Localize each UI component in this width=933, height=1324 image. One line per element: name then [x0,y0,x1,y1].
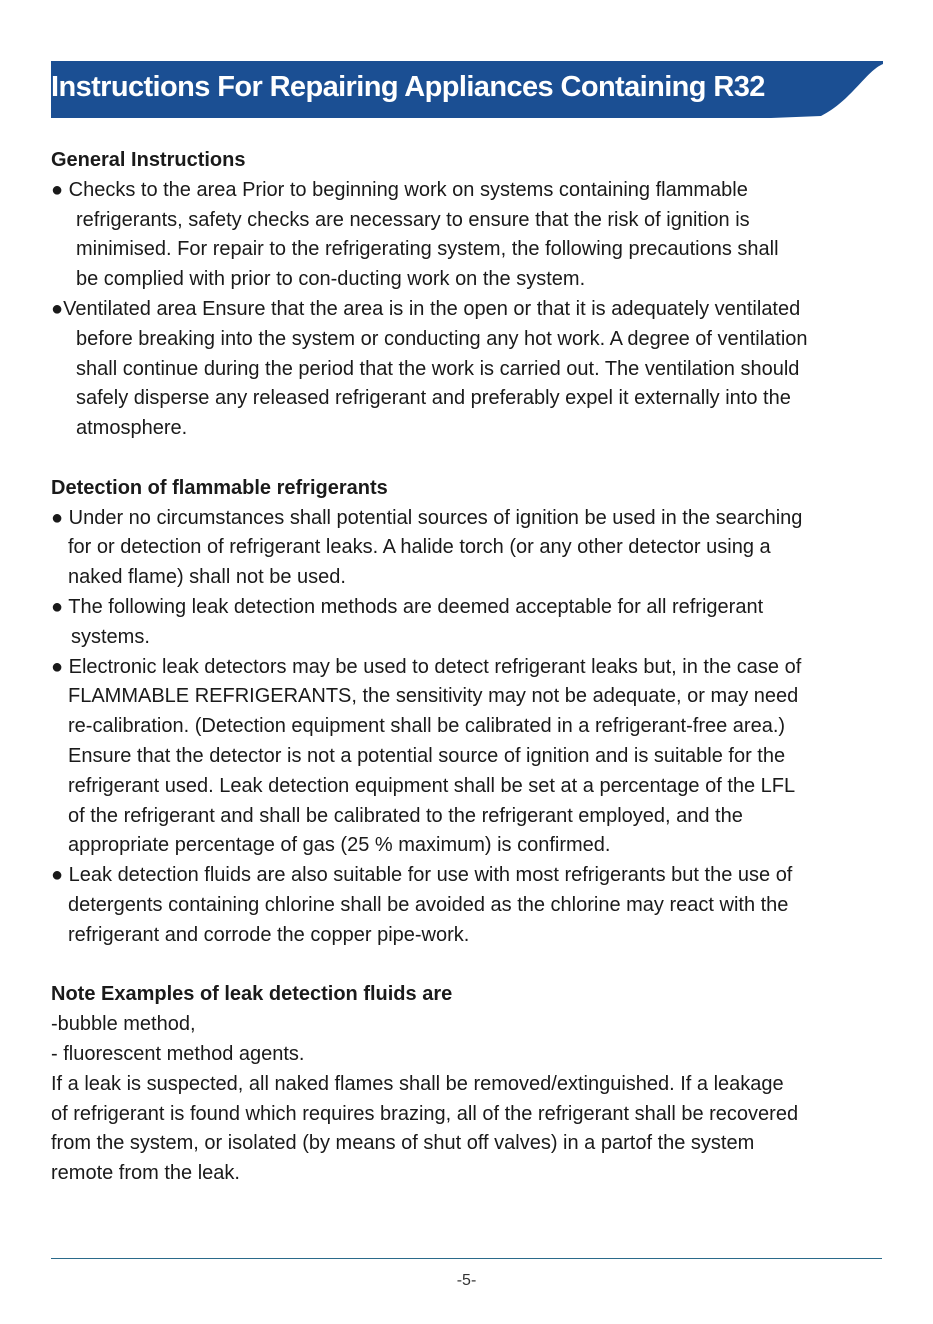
text-line: from the system, or isolated (by means of shut off valves) in a partof the system [51,1132,755,1155]
footer-divider [51,1258,882,1259]
text-line: naked flame) shall not be used. [68,566,346,589]
text-line: ● Leak detection fluids are also suitable for use with most refrigerants but the use of [51,864,793,887]
page-number: -5- [456,1272,477,1289]
text-line: for or detection of refrigerant leaks. A halide torch (or any other detector using a [68,536,771,559]
bullet-item [51,295,901,444]
text-line: before breaking into the system or conducting any hot work. A degree of ventilation [76,327,808,350]
text-line: be complied with prior to con-ducting work on the system. [76,268,586,291]
text-line: systems. [71,625,150,648]
text-line: remote from the leak. [51,1162,240,1185]
text-line: ● Checks to the area Prior to beginning work on systems containing flammable [51,178,748,201]
text-line: ●Ventilated area Ensure that the area is in the open or that it is adequately ventilated [51,297,801,320]
bullet-item [51,176,901,295]
text-line: ● Electronic leak detectors may be used to detect refrigerant leaks but, in the case of [51,655,802,678]
section-heading: Note Examples of leak detection fluids are [51,983,453,1006]
section-spacer [51,951,901,981]
text-line: of the refrigerant and shall be calibrated to the refrigerant employed, and the [68,804,743,827]
bullet-item [51,653,901,862]
text-line: minimised. For repair to the refrigerating system, the following precautions shall [76,238,779,261]
text-line: refrigerant and corrode the copper pipe-work. [68,923,470,946]
section-spacer [51,444,901,474]
text-line: ● The following leak detection methods are deemed acceptable for all refrigerant [51,595,764,618]
document-body [51,146,901,1189]
text-line: ● Under no circumstances shall potential sources of ignition be used in the searching [51,506,803,529]
bullet-item [51,861,901,950]
text-line: shall continue during the period that the work is carried out. The ventilation should [76,357,800,380]
bullet-item [51,593,901,653]
page-title: Instructions For Repairing Appliances Containing R32 [51,71,765,103]
bullet-item [51,504,901,593]
text-line: If a leak is suspected, all naked flames shall be removed/extinguished. If a leakage [51,1072,784,1095]
section-heading: Detection of flammable refrigerants [51,476,388,499]
text-line: re-calibration. (Detection equipment shall be calibrated in a refrigerant-free area.) [68,715,786,738]
section-general-instructions [51,146,901,444]
section-note [51,980,901,1189]
text-line: atmosphere. [76,417,188,440]
text-line: of refrigerant is found which requires brazing, all of the refrigerant shall be recovered [51,1102,799,1125]
text-line: FLAMMABLE REFRIGERANTS, the sensitivity may not be adequate, or may need [68,685,799,708]
text-line: - fluorescent method agents. [51,1042,305,1065]
title-banner [51,61,883,118]
text-line: refrigerants, safety checks are necessary to ensure that the risk of ignition is [76,208,750,231]
text-line: safely disperse any released refrigerant and preferably expel it externally into the [76,387,791,410]
text-line: appropriate percentage of gas (25 % maximum) is confirmed. [68,834,611,857]
text-line: refrigerant used. Leak detection equipment shall be set at a percentage of the LFL [68,774,796,797]
section-detection [51,474,901,951]
text-line: -bubble method, [51,1013,196,1036]
text-line: detergents containing chlorine shall be avoided as the chlorine may react with the [68,893,789,916]
text-line: Ensure that the detector is not a potential source of ignition and is suitable for the [68,744,786,767]
section-heading: General Instructions [51,149,246,171]
